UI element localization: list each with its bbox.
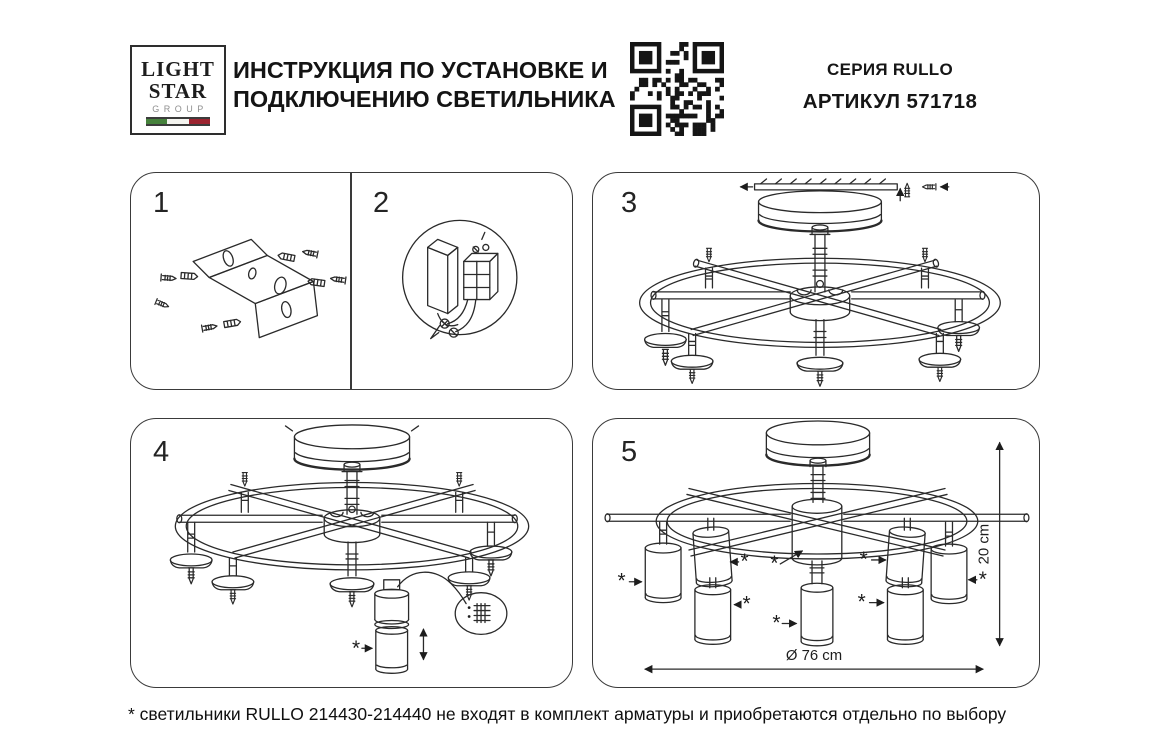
step-3-panel (592, 172, 1040, 390)
logo-text-light: LIGHT (141, 57, 215, 81)
step-1-number: 1 (153, 187, 170, 219)
shade-asterisk: * (742, 592, 751, 616)
step-5-number: 5 (621, 436, 638, 468)
shade-asterisk: * (617, 569, 626, 593)
qr-code-icon (630, 42, 724, 136)
step-2-number: 2 (373, 187, 390, 219)
step-5-illustration (593, 419, 1039, 687)
shade-asterisk: * (772, 611, 781, 635)
article-label: АРТИКУЛ 571718 (802, 90, 978, 113)
title-line-1: ИНСТРУКЦИЯ ПО УСТАНОВКЕ И (233, 57, 608, 83)
footnote-text: * светильники RULLO 214430-214440 не входят в комплект арматуры и приобретаются отдельно по выбору (128, 704, 1007, 724)
step-4-panel (130, 418, 573, 688)
step-4-illustration (131, 419, 572, 687)
step-4-asterisk: * (351, 637, 361, 661)
shade-asterisk: * (978, 567, 987, 591)
shade-asterisk: * (770, 551, 779, 575)
series-label: СЕРИЯ RULLO (827, 60, 953, 79)
height-dimension-label: 20 cm (976, 523, 993, 565)
step-4-number: 4 (153, 436, 170, 468)
lightstar-logo (130, 45, 226, 135)
page-title (233, 56, 616, 114)
shade-asterisk: * (859, 547, 868, 571)
diameter-dimension-label: Ø 76 cm (785, 648, 843, 665)
step-1-2-illustration (131, 173, 572, 389)
shade-asterisk: * (740, 549, 749, 573)
title-line-2: ПОДКЛЮЧЕНИЮ СВЕТИЛЬНИКА (233, 86, 616, 112)
shade-asterisk: * (857, 590, 866, 614)
series-article-block (775, 60, 1005, 114)
italian-flag-stripe (146, 117, 210, 126)
logo-text-star: STAR (148, 79, 208, 103)
logo-text-group: GROUP (152, 104, 208, 114)
step-3-number: 3 (621, 187, 638, 219)
step-3-illustration (593, 173, 1039, 389)
step-5-panel (592, 418, 1040, 688)
step-1-2-panel (130, 172, 573, 390)
